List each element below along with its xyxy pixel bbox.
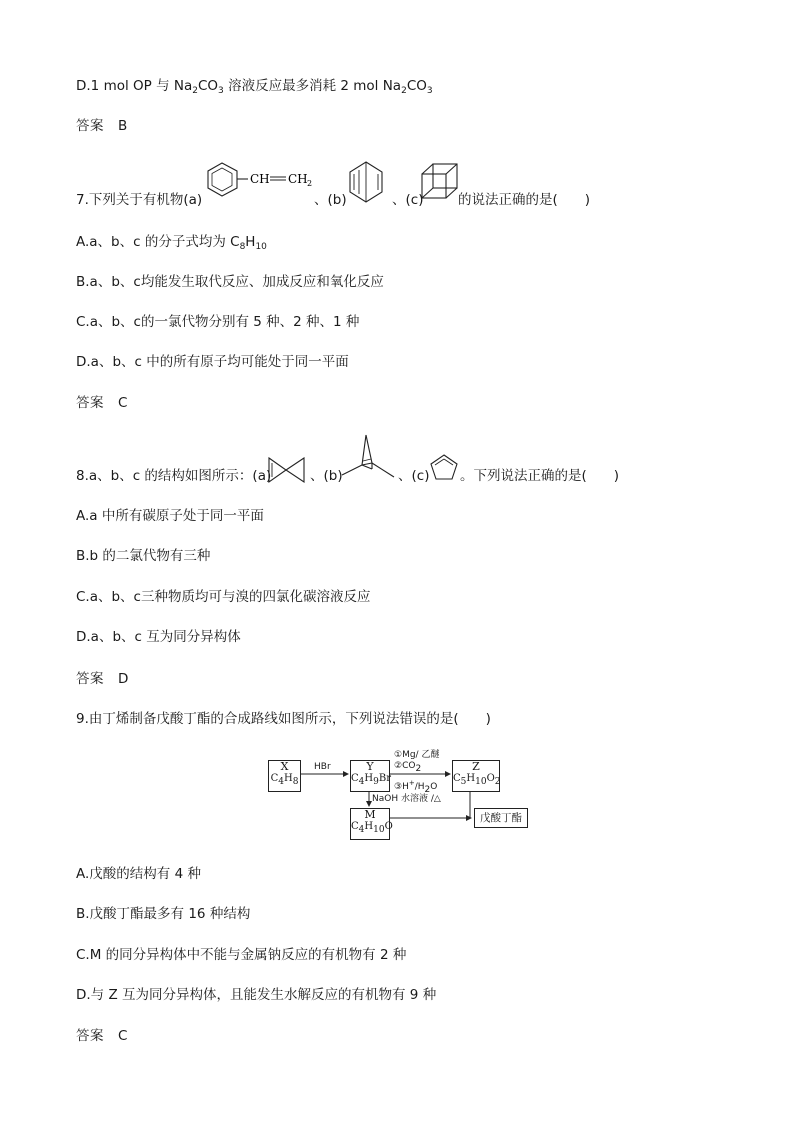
answer-label: 答案 — [76, 118, 104, 134]
formula-part: H — [466, 773, 476, 784]
subscript: 10 — [475, 777, 487, 787]
subscript: 2 — [494, 777, 501, 787]
q8-molecule-a-spiro — [266, 455, 308, 485]
separator-text: 、(b) — [314, 192, 347, 208]
q9-option-c: C.M 的同分异构体中不能与金属钠反应的有机物有 2 种 — [76, 947, 407, 963]
q7-stem-suffix — [458, 191, 590, 209]
bicyclic-structure — [346, 160, 386, 206]
formula-part: H — [364, 821, 374, 832]
q6-answer — [76, 117, 128, 135]
separator-text: 、(c) — [392, 192, 424, 208]
formula-part: Br — [378, 773, 391, 784]
subscript: 3 — [426, 86, 433, 96]
subscript: 9 — [373, 777, 379, 787]
formula-part: H — [283, 773, 293, 784]
compound-symbol: Z — [472, 760, 480, 773]
answer-value: B — [118, 118, 128, 134]
q8-answer — [76, 670, 129, 688]
q9-answer — [76, 1027, 128, 1045]
q7-stem-suffix-text: 的说法正确的是( ) — [458, 192, 591, 208]
q9-option-a: A.戊酸的结构有 4 种 — [76, 866, 201, 882]
q7-molecule-a-styrene — [206, 160, 316, 206]
styrene-structure — [206, 160, 316, 206]
reagent-naoh: NaOH 水溶液 /△ — [372, 794, 441, 804]
scheme-box-y — [350, 760, 390, 792]
q8-stem-prefix — [76, 467, 271, 485]
subscript: 4 — [358, 825, 365, 835]
q8-stem-text: 8.a、b、c 的结构如图所示：(a) — [76, 468, 272, 484]
q7-stem-text: 7.下列关于有机物(a) — [76, 192, 203, 208]
reagent-step-1: ①Mg/ 乙醚 — [394, 750, 440, 760]
answer-label: 答案 — [76, 1028, 104, 1044]
q8-molecule-b-prismane — [338, 433, 398, 485]
ch2-subscript: 2 — [307, 179, 313, 188]
separator-text: 、(b) — [310, 468, 343, 484]
prismane-structure — [338, 433, 398, 485]
scheme-box-product: 戊酸丁酯 — [474, 808, 528, 828]
scheme-box-m — [350, 808, 393, 840]
q8-molecule-c-cyclopentadiene — [428, 452, 460, 482]
compound-symbol: Y — [366, 760, 374, 773]
ch2-label: CH — [288, 172, 308, 186]
subscript: 2 — [415, 764, 422, 774]
reagent-text: /H — [414, 782, 425, 792]
formula-part: C — [453, 773, 461, 784]
ch-label: CH — [250, 172, 270, 186]
q7-molecule-b-bicyclic — [346, 160, 386, 206]
q8-stem-suffix-text: 。下列说法正确的是( ) — [460, 468, 620, 484]
formula-part: C — [351, 773, 359, 784]
q8-option-c: C.a、b、c三种物质均可与溴的四氯化碳溶液反应 — [76, 589, 371, 605]
subscript: 10 — [255, 242, 267, 252]
reagent-text: ③H — [394, 782, 409, 792]
subscript: 5 — [460, 777, 467, 787]
formula-part: C — [270, 773, 279, 784]
q9-stem: 9.由丁烯制备戊酸丁酯的合成路线如图所示，下列说法错误的是( ) — [76, 711, 491, 727]
subscript: 2 — [424, 785, 431, 795]
formula-part: H — [245, 234, 256, 250]
q8-sep-c — [398, 467, 429, 485]
reagent-step-2 — [394, 761, 421, 772]
reagent-text: O — [430, 782, 438, 792]
option-text: A.a、b、c 的分子式均为 C — [76, 234, 240, 250]
compound-symbol: M — [364, 808, 376, 821]
subscript: 3 — [218, 86, 224, 96]
answer-value: C — [118, 395, 128, 411]
formula-part: CO — [406, 78, 427, 94]
subscript: 8 — [239, 242, 246, 252]
reagent-hbr: HBr — [314, 762, 331, 772]
q8-stem-suffix — [460, 467, 619, 485]
compound-symbol: X — [280, 760, 289, 773]
q7-option-c: C.a、b、c的一氯代物分别有 5 种、2 种、1 种 — [76, 314, 360, 330]
formula-part: C — [351, 821, 359, 832]
q9-synthesis-scheme — [266, 748, 546, 844]
q7-answer — [76, 394, 128, 412]
q6-option-d — [76, 77, 433, 95]
scheme-box-x — [268, 760, 301, 792]
formula-part: H — [364, 773, 374, 784]
cyclopentadiene-structure — [428, 452, 460, 482]
q7-sep-b — [314, 191, 347, 209]
subscript: 4 — [278, 777, 284, 787]
answer-value: D — [118, 671, 129, 687]
cubane-structure — [419, 160, 461, 206]
subscript: 2 — [401, 86, 407, 96]
formula-part: O — [486, 773, 495, 784]
q9-option-b: B.戊酸丁酯最多有 16 种结构 — [76, 906, 251, 922]
formula-part: CO — [197, 78, 219, 94]
q7-stem-prefix — [76, 191, 202, 209]
q7-option-d: D.a、b、c 中的所有原子均可能处于同一平面 — [76, 354, 349, 370]
subscript: 2 — [192, 86, 198, 96]
answer-label: 答案 — [76, 395, 104, 411]
spiro-structure — [266, 455, 308, 485]
subscript: 4 — [358, 777, 365, 787]
q8-option-a: A.a 中所有碳原子处于同一平面 — [76, 508, 264, 524]
reagent-text: ②CO — [394, 761, 416, 771]
superscript: + — [408, 779, 415, 787]
q8-option-d: D.a、b、c 互为同分异构体 — [76, 629, 241, 645]
scheme-box-z — [452, 760, 500, 792]
q7-option-a — [76, 233, 267, 251]
q8-option-b: B.b 的二氯代物有三种 — [76, 548, 211, 564]
subscript: 8 — [292, 777, 299, 787]
q6-option-d-text-2: 溶液反应最多消耗 2 mol Na — [223, 78, 402, 94]
reagent-step-3 — [394, 778, 437, 793]
q7-molecule-c-cubane — [419, 160, 461, 206]
answer-label: 答案 — [76, 671, 104, 687]
q6-option-d-text: D.1 mol OP 与 Na — [76, 78, 193, 94]
q7-option-b: B.a、b、c均能发生取代反应、加成反应和氧化反应 — [76, 274, 384, 290]
separator-text: 、(c) — [398, 468, 430, 484]
formula-part: O — [384, 821, 393, 832]
q9-option-d: D.与 Z 互为同分异构体，且能发生水解反应的有机物有 9 种 — [76, 987, 437, 1003]
subscript: 10 — [373, 825, 385, 835]
answer-value: C — [118, 1028, 128, 1044]
